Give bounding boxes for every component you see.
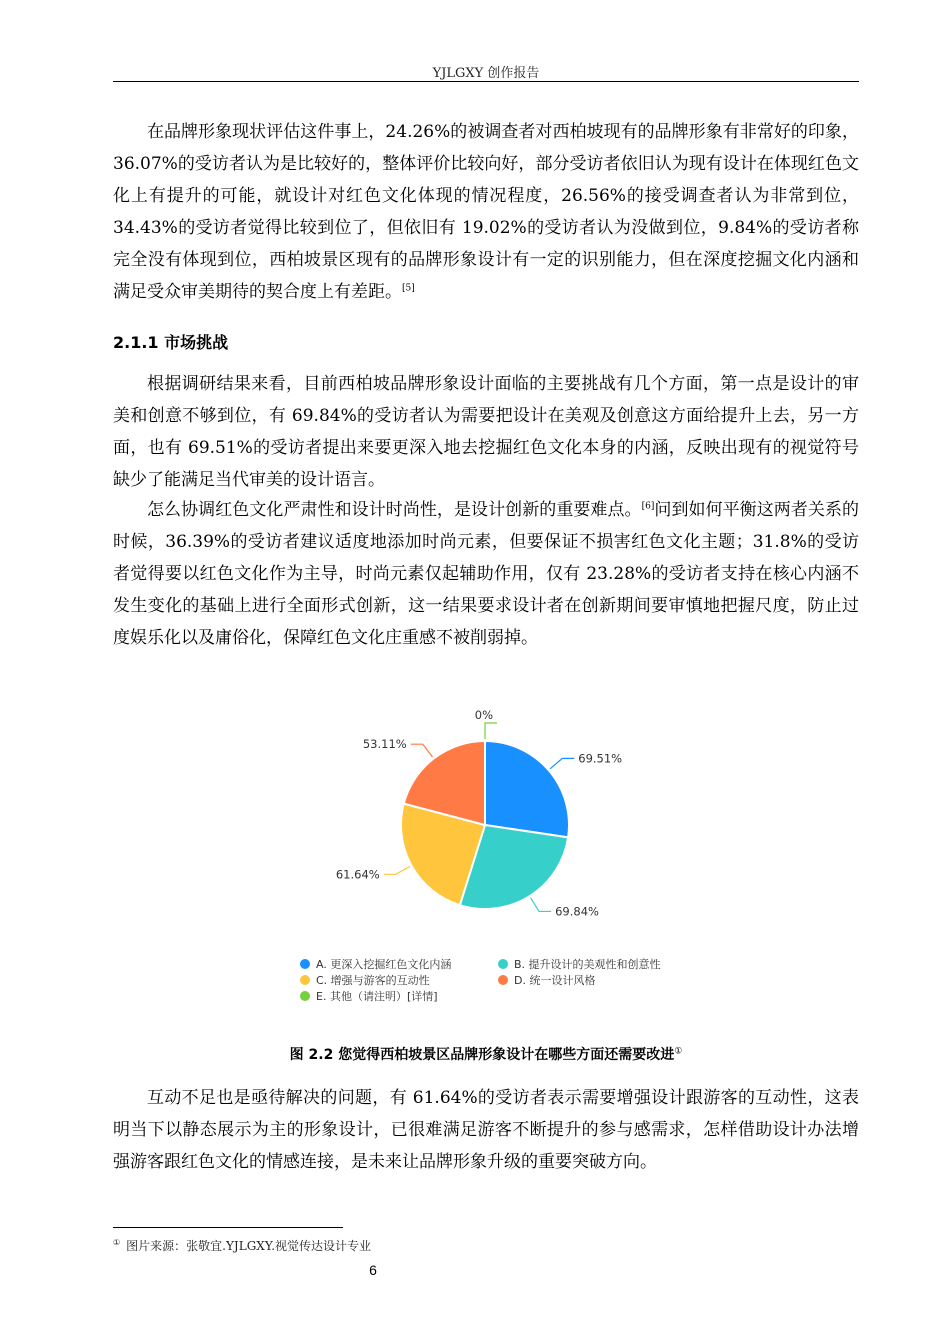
paragraph-text: 在品牌形象现状评估这件事上，24.26%的被调查者对西柏坡现有的品牌形象有非常好的印象，36.07%的受访者认为是比较好的，整体评价比较向好，部分受访者依旧认为现有设计在体现红色文化上有提升的可能，就设计对红色文化体现的情况程度，26.56%的接受调查者认为非常到位，34.43%的受访者觉得比较到位了，但依旧有 19.02%的受访者认为没做到位，9.84%的受访者称完全没有体现到位，西柏坡景区现有的品牌形象设计有一定的识别能力，但在深度挖掘文化内涵和满足受众审美期待的契合度上有差距。: [113, 122, 859, 302]
legend-item-e: [300, 988, 438, 1004]
paragraph-text: 怎么协调红色文化严肃性和设计时尚性，是设计创新的重要难点。: [147, 500, 642, 520]
legend-label: C. 增强与游客的互动性: [316, 974, 430, 987]
legend-swatch: [300, 959, 310, 969]
leader-line-a: [550, 758, 574, 768]
paragraph-brand-assessment: [113, 116, 859, 308]
slice-label-e: 0%: [474, 708, 493, 722]
pie-slice-a: [485, 741, 569, 837]
legend-item-a: [300, 956, 451, 972]
page-number: 6: [369, 1262, 377, 1278]
footnote-mark: ①: [113, 1238, 121, 1247]
leader-line-d: [411, 744, 433, 757]
legend-swatch: [300, 975, 310, 985]
slice-label-a: 69.51%: [578, 751, 623, 766]
legend-label: D. 统一设计风格: [514, 974, 596, 987]
slice-label-d: 53.11%: [362, 737, 407, 752]
footnote-mark: ①: [674, 1046, 683, 1057]
legend-swatch: [498, 959, 508, 969]
footnote: [113, 1237, 371, 1254]
citation-ref: [5]: [402, 283, 415, 294]
legend-swatch: [498, 975, 508, 985]
legend-label: B. 提升设计的美观性和创意性: [514, 958, 661, 971]
caption-text: 图 2.2 您觉得西柏坡景区品牌形象设计在哪些方面还需要改进: [289, 1047, 675, 1063]
slice-label-c: 61.64%: [335, 867, 380, 882]
paragraph-interaction: 互动不足也是亟待解决的问题，有 61.64%的受访者表示需要增强设计跟游客的互动性，这表明当下以静态展示为主的形象设计，已很难满足游客不断提升的参与感需求，怎样借助设计办法增强游客跟红色文化的情感连接，是未来让品牌形象升级的重要突破方向。: [113, 1088, 859, 1172]
leader-line-b: [531, 898, 551, 912]
slice-label-b: 69.84%: [555, 904, 599, 919]
legend-item-b: [498, 956, 661, 972]
header-rule: [113, 81, 859, 82]
footnote-text: 图片来源：张敬宜.YJLGXY.视觉传达设计专业: [126, 1239, 372, 1253]
legend-item-d: [498, 972, 595, 988]
legend-swatch: [300, 991, 310, 1001]
legend-item-c: [300, 972, 430, 988]
section-heading: 2.1.1 市场挑战: [113, 333, 229, 352]
footnote-rule: [113, 1227, 343, 1228]
pie-chart-svg: [300, 700, 680, 950]
legend-label: A. 更深入挖掘红色文化内涵: [316, 958, 452, 971]
paragraph-challenges: 根据调研结果来看，目前西柏坡品牌形象设计面临的主要挑战有几个方面，第一点是设计的审美和创意不够到位，有 69.84%的受访者认为需要把设计在美观及创意这方面给提升上去，另一方面，也有 69.51%的受访者提出来要更深入地去挖掘红色文化本身的内涵，反映出现有的视觉符号缺少了能满足当代审美的设计语言。: [113, 374, 859, 490]
leader-line-e: [485, 723, 497, 739]
paragraph-text: 问到如何平衡这两者关系的时候，36.39%的受访者建议适度地添加时尚元素，但要保证不损害红色文化主题；31.8%的受访者觉得要以红色文化作为主导，时尚元素仅起辅助作用，仅有 23.28%的受访者支持在核心内涵不发生变化的基础上进行全面形式创新，这一结果要求设计者在创新期间要审慎地把握尺度，防止过度娱乐化以及庸俗化，保障红色文化庄重感不被削弱掉。: [113, 500, 860, 648]
citation-ref: [6]: [641, 501, 655, 512]
figure-caption: [113, 1044, 859, 1064]
paragraph-balance: [113, 494, 859, 654]
leader-line-c: [384, 867, 410, 875]
legend-label: E. 其他（请注明）[详情]: [316, 990, 438, 1003]
page-header: YJLGXY 创作报告: [432, 66, 540, 81]
